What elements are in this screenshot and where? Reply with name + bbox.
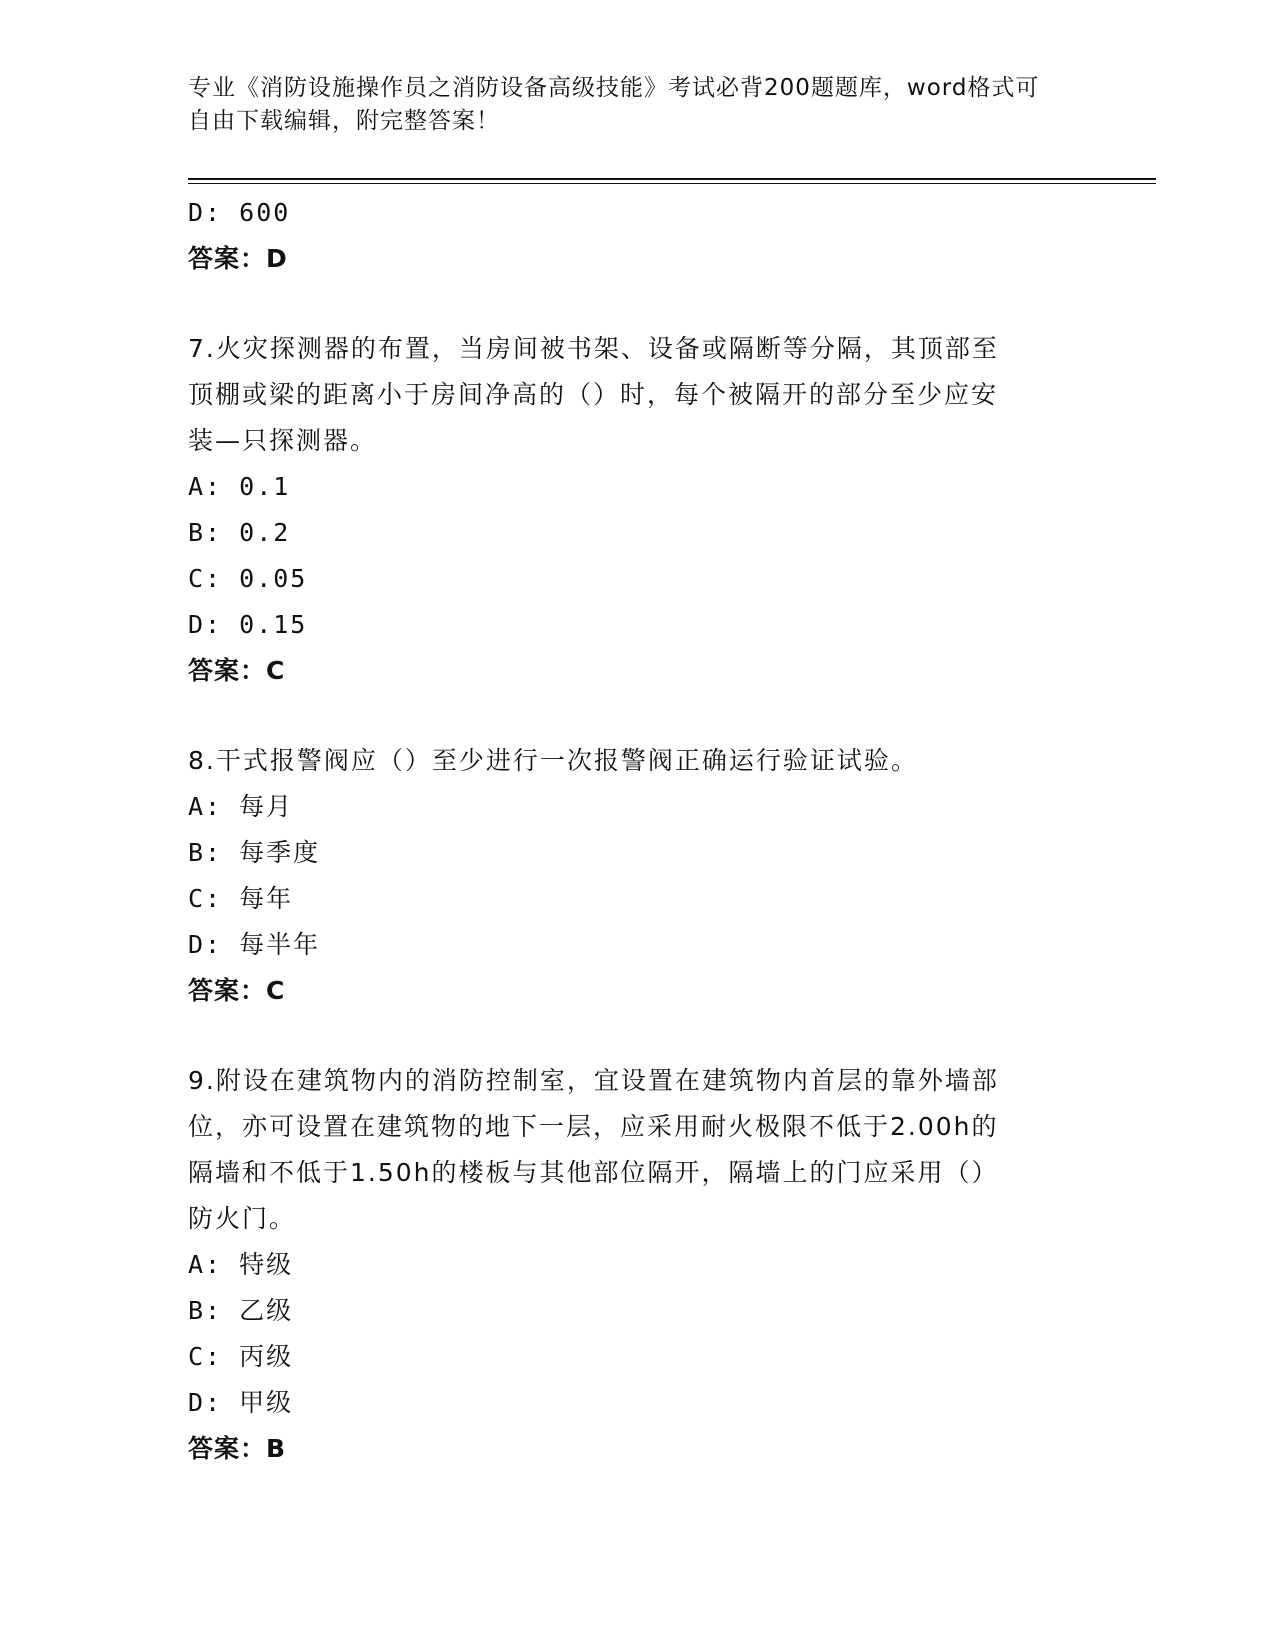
question-7 — [188, 326, 1088, 694]
question-7-option-b: B: 0.2 — [188, 518, 291, 547]
question-8-option-b: B: 每季度 — [188, 838, 321, 867]
question-9-text-line-1: 9.附设在建筑物内的消防控制室，宜设置在建筑物内首层的靠外墙部 — [188, 1066, 999, 1095]
question-8-option-c: C: 每年 — [188, 884, 294, 913]
header-divider-thin — [188, 183, 1156, 184]
header-divider-thick — [188, 178, 1156, 180]
question-9-text-line-4: 防火门。 — [188, 1204, 297, 1233]
question-7-option-d: D: 0.15 — [188, 610, 308, 639]
question-8-answer: 答案：C — [188, 976, 286, 1005]
question-7-option-a: A: 0.1 — [188, 472, 291, 501]
question-8 — [188, 738, 1088, 1014]
question-8-option-d: D: 每半年 — [188, 930, 321, 959]
document-header — [188, 72, 1068, 138]
question-7-answer: 答案：C — [188, 656, 286, 685]
prev-answer: 答案：D — [188, 244, 288, 273]
question-9 — [188, 1058, 1088, 1472]
question-9-option-a: A: 特级 — [188, 1250, 294, 1279]
question-9-text-line-2: 位，亦可设置在建筑物的地下一层，应采用耐火极限不低于2.00h的 — [188, 1112, 999, 1141]
question-7-text-line-1: 7.火灾探测器的布置，当房间被书架、设备或隔断等分隔，其顶部至 — [188, 334, 999, 363]
question-7-text-line-3: 装—只探测器。 — [188, 426, 378, 455]
question-9-text-line-3: 隔墙和不低于1.50h的楼板与其他部位隔开，隔墙上的门应采用（） — [188, 1158, 999, 1187]
question-9-option-b: B: 乙级 — [188, 1296, 294, 1325]
header-title-line-1: 专业《消防设施操作员之消防设备高级技能》考试必背200题题库，word格式可 — [188, 75, 1040, 101]
question-9-option-c: C: 丙级 — [188, 1342, 294, 1371]
question-7-text-line-2: 顶棚或梁的距离小于房间净高的（）时，每个被隔开的部分至少应安 — [188, 380, 999, 409]
question-list — [188, 190, 1088, 1472]
question-9-option-d: D: 甲级 — [188, 1388, 294, 1417]
question-8-text-line-1: 8.干式报警阀应（）至少进行一次报警阀正确运行验证试验。 — [188, 746, 918, 775]
question-9-answer: 答案：B — [188, 1434, 287, 1463]
question-7-option-c: C: 0.05 — [188, 564, 308, 593]
prev-option-d: D: 600 — [188, 198, 291, 227]
question-8-option-a: A: 每月 — [188, 792, 294, 821]
header-title-line-2: 自由下载编辑，附完整答案！ — [188, 108, 500, 134]
